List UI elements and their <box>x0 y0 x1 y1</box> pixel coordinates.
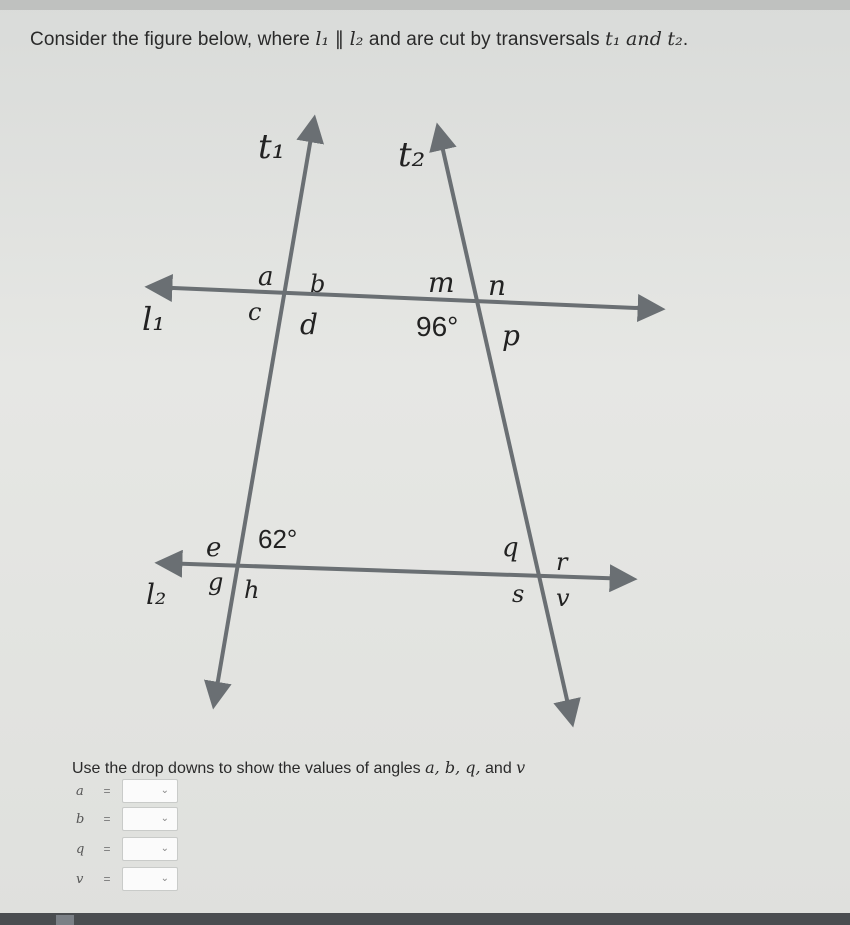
label-angle-d: d <box>300 308 318 341</box>
given-angle-62: 62° <box>258 524 298 554</box>
dropdown-q[interactable] <box>122 837 178 861</box>
question-parallel: ∥ <box>334 29 345 50</box>
label-angle-m: m <box>428 266 455 299</box>
transversal-t2 <box>438 128 572 722</box>
label-angle-q: q <box>502 533 519 563</box>
label-angle-h: h <box>244 576 260 604</box>
label-t2: t₂ <box>398 135 426 175</box>
answer-row-b <box>76 806 178 832</box>
label-angle-r: r <box>556 548 568 576</box>
question-prefix: Consider the figure below, where <box>30 29 310 50</box>
question-t2: t₂ <box>667 28 683 50</box>
label-angle-v: v <box>556 584 570 612</box>
chevron-down-icon: ⌄ <box>160 843 169 854</box>
question-t1: t₁ <box>605 28 621 50</box>
chevron-down-icon: ⌄ <box>160 813 169 824</box>
label-angle-p: p <box>502 319 520 352</box>
answer-row-a <box>76 778 178 804</box>
label-t1: t₁ <box>258 127 286 167</box>
answer-var: v <box>76 871 84 887</box>
question-l2: l₂ <box>349 28 364 50</box>
instructions-text <box>72 758 525 778</box>
dropdown-a[interactable] <box>122 779 178 803</box>
answer-row-v <box>76 866 178 892</box>
label-angle-s: s <box>512 580 525 608</box>
equals-sign: = <box>103 842 111 856</box>
label-angle-n: n <box>488 269 507 302</box>
instructions-and: and <box>485 760 512 777</box>
dropdown-v[interactable] <box>122 867 178 891</box>
instructions-last: v <box>516 758 526 777</box>
chevron-down-icon: ⌄ <box>160 873 169 884</box>
label-angle-e: e <box>206 533 222 563</box>
question-and: and <box>625 28 662 50</box>
line-l1 <box>150 287 660 309</box>
question-middle: and are cut by transversals <box>368 29 600 50</box>
chevron-down-icon: ⌄ <box>160 785 169 796</box>
label-angle-g: g <box>208 568 224 596</box>
label-angle-a: a <box>258 262 274 292</box>
transversal-t1 <box>214 120 314 704</box>
instructions-vars: a, b, q, <box>425 758 481 777</box>
given-angle-96: 96° <box>416 311 459 342</box>
start-icon[interactable] <box>56 915 74 925</box>
label-l1: l₁ <box>142 300 166 338</box>
answer-row-q <box>76 836 178 862</box>
label-angle-c: c <box>248 298 262 326</box>
label-angle-b: b <box>310 270 326 298</box>
instructions-main: Use the drop downs to show the values of angles <box>72 760 421 777</box>
dropdown-b[interactable] <box>122 807 178 831</box>
answer-var: b <box>76 811 85 827</box>
label-l2: l₂ <box>146 578 167 611</box>
answer-var: q <box>76 841 85 857</box>
equals-sign: = <box>103 872 111 886</box>
equals-sign: = <box>103 812 111 826</box>
question-l1: l₁ <box>315 28 330 50</box>
taskbar <box>0 913 850 925</box>
answer-var: a <box>76 783 84 799</box>
question-end: . <box>682 29 689 50</box>
equals-sign: = <box>103 784 111 798</box>
